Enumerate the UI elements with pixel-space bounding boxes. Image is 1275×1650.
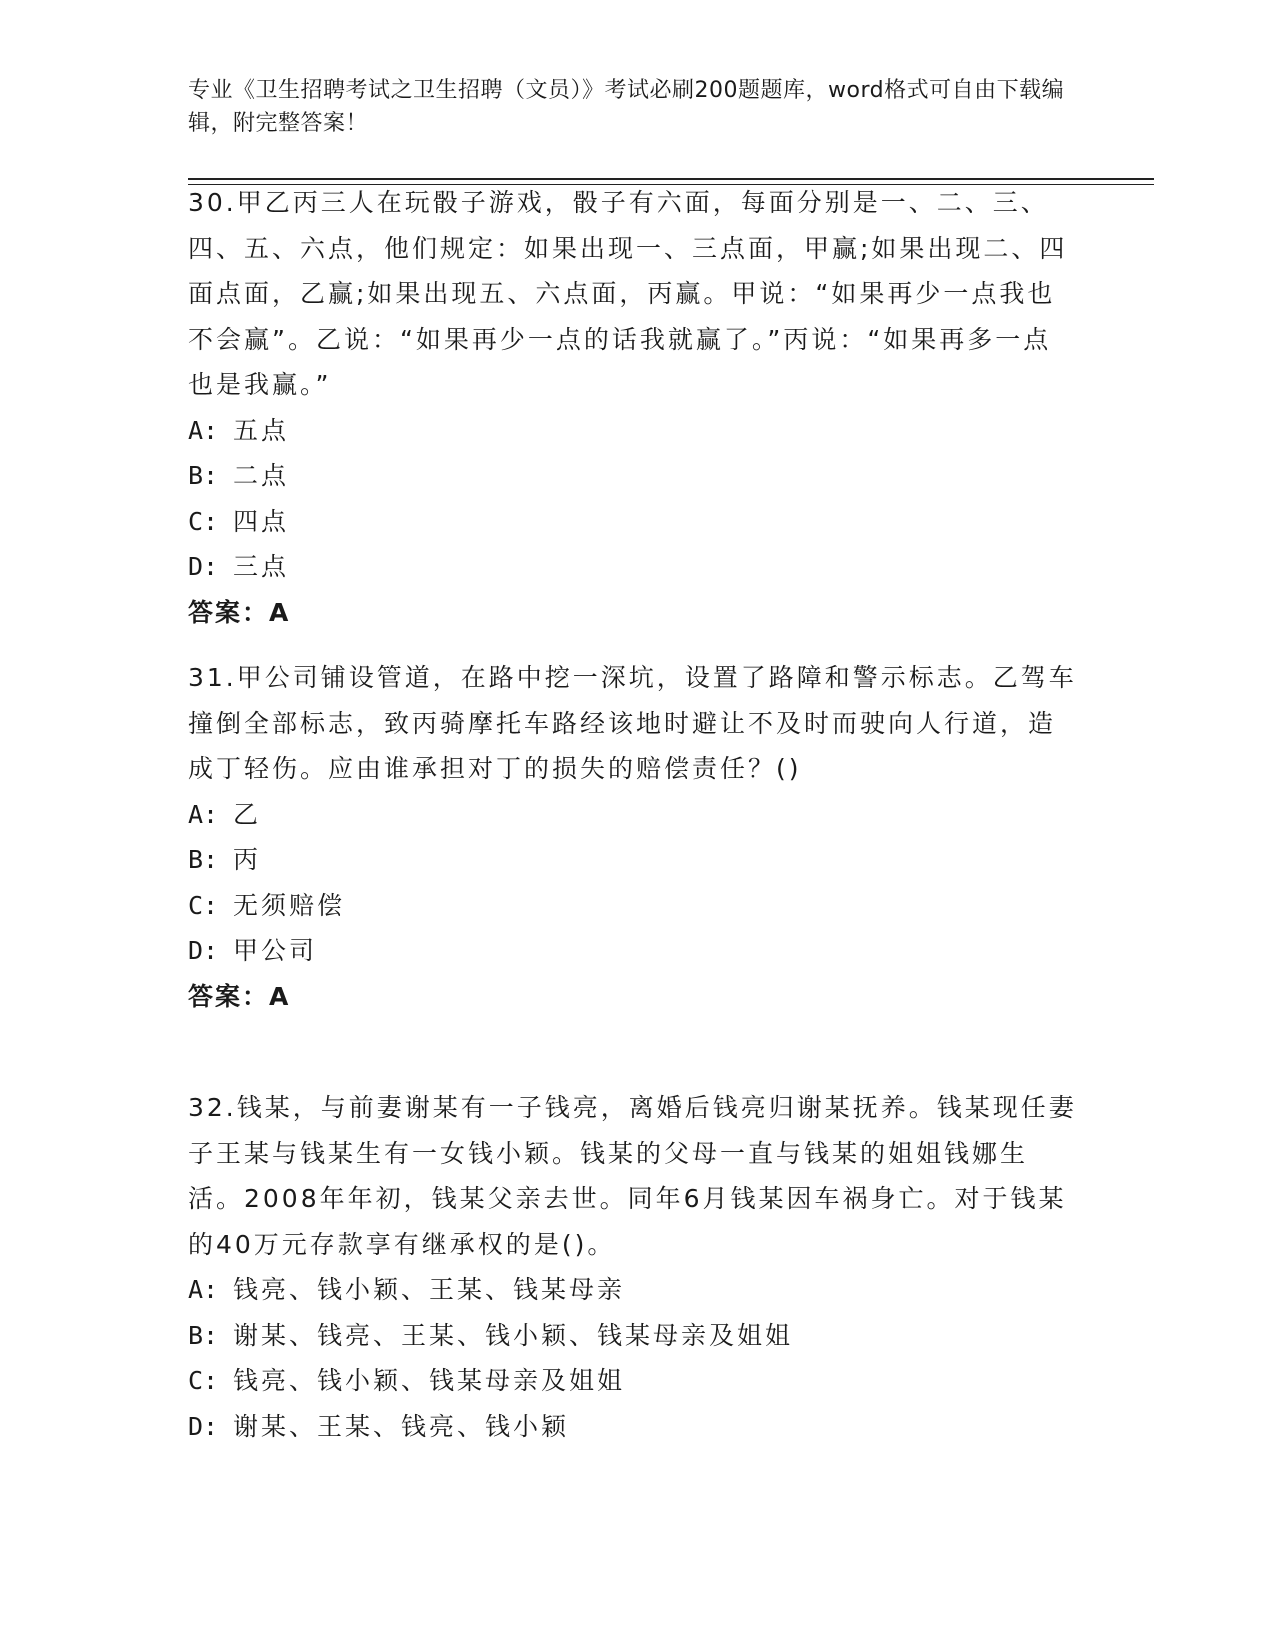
question-30 bbox=[188, 180, 1078, 635]
option-label: D: bbox=[188, 1411, 219, 1441]
option-d bbox=[188, 1404, 1078, 1450]
option-text: 甲公司 bbox=[233, 936, 318, 965]
option-c bbox=[188, 499, 1078, 545]
option-label: A: bbox=[188, 1275, 219, 1304]
question-stem: 31.甲公司铺设管道，在路中挖一深坑，设置了路障和警示标志。乙驾车撞倒全部标志，致丙骑摩托车路经该地时避让不及时而驶向人行道，造成丁轻伤。应由谁承担对丁的损失的赔偿责任？() bbox=[188, 663, 1077, 783]
option-label: D: bbox=[188, 552, 219, 581]
option-label: C: bbox=[188, 890, 219, 920]
question-32 bbox=[188, 1085, 1078, 1449]
option-label: B: bbox=[188, 845, 219, 874]
option-text: 五点 bbox=[233, 415, 290, 445]
option-label: D: bbox=[188, 936, 219, 965]
option-label: A: bbox=[188, 799, 219, 829]
question-31 bbox=[188, 655, 1078, 1019]
option-b bbox=[188, 837, 1078, 883]
option-text: 乙 bbox=[233, 799, 262, 829]
option-text: 三点 bbox=[233, 552, 290, 581]
option-c bbox=[188, 883, 1078, 929]
option-text: 钱亮、钱小颖、钱某母亲及姐姐 bbox=[233, 1366, 626, 1395]
option-b bbox=[188, 1313, 1078, 1359]
document-header: 专业《卫生招聘考试之卫生招聘（文员）》考试必刷200题题库，word格式可自由下载编辑，附完整答案！ bbox=[188, 78, 1065, 136]
option-label: C: bbox=[188, 506, 219, 536]
option-label: B: bbox=[188, 1320, 219, 1350]
question-stem: 30.甲乙丙三人在玩骰子游戏，骰子有六面，每面分别是一、二、三、四、五、六点，他们规定：如果出现一、三点面，甲赢;如果出现二、四面点面，乙赢;如果出现五、六点面，丙赢。甲说：“如果再少一点我也不会赢”。乙说：“如果再少一点的话我就赢了。”丙说：“如果再多一点也是我赢。” bbox=[188, 188, 1068, 399]
option-text: 丙 bbox=[233, 845, 262, 874]
option-text: 谢某、钱亮、王某、钱小颖、钱某母亲及姐姐 bbox=[233, 1320, 794, 1350]
option-label: C: bbox=[188, 1366, 219, 1395]
option-text: 谢某、王某、钱亮、钱小颖 bbox=[233, 1411, 570, 1441]
option-text: 无须赔偿 bbox=[233, 890, 346, 920]
option-b bbox=[188, 453, 1078, 499]
option-label: A: bbox=[188, 415, 219, 445]
answer-label: 答案：A bbox=[188, 597, 291, 627]
option-a bbox=[188, 408, 1078, 454]
option-label: B: bbox=[188, 461, 219, 490]
option-d bbox=[188, 544, 1078, 590]
option-a bbox=[188, 1267, 1078, 1313]
option-d bbox=[188, 928, 1078, 974]
option-a bbox=[188, 792, 1078, 838]
option-text: 钱亮、钱小颖、王某、钱某母亲 bbox=[233, 1275, 626, 1304]
option-text: 四点 bbox=[233, 506, 290, 536]
answer-label: 答案：A bbox=[188, 981, 291, 1011]
option-c bbox=[188, 1358, 1078, 1404]
question-stem: 32.钱某，与前妻谢某有一子钱亮，离婚后钱亮归谢某抚养。钱某现任妻子王某与钱某生有一女钱小颖。钱某的父母一直与钱某的姐姐钱娜生活。2008年年初，钱某父亲去世。同年6月钱某因车祸身亡。对于钱某的40万元存款享有继承权的是()。 bbox=[188, 1093, 1077, 1259]
option-text: 二点 bbox=[233, 461, 290, 490]
